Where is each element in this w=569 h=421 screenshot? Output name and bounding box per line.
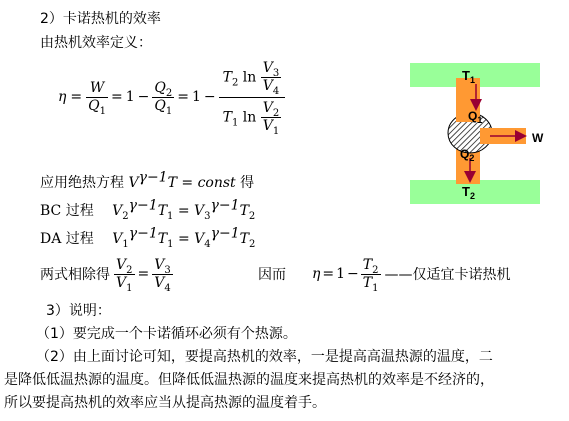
q1-label: $Q_1$ [468,109,483,125]
note-2-line-3: 所以要提高热机的效率应当从提高热源的温度着手。 [4,395,326,411]
t2-label: $T_2$ [462,184,475,201]
carnot-engine-diagram [400,58,565,208]
carnot-efficiency-line: 因而 η = 1 − $\frac{T_2}{T_1}$ ——仅适宜卡诺热机 [258,256,511,294]
eta-symbol: η [58,89,67,105]
division-result-line: 两式相除得 $\frac{V_2}{V_1}$ = $\frac{V_3}{V_4}$ [40,256,171,294]
q2-label: $Q_2$ [460,147,475,163]
da-process-line: DA 过程 $V_1^{\gamma-1}T_1 = V_4^{\gamma-1}T_2$ [40,225,256,250]
temperature-log-fraction: $T_2$ ln $\frac{V_3}{V_4}$ $T_1$ ln $\frac{V_2}{V_1}$ [219,58,286,137]
t1-label: $T_1$ [462,68,475,85]
w-label: W [532,131,544,145]
w-over-q1-fraction: $\frac{W}{Q_1}$ [88,79,106,117]
section-title: 2）卡诺热机的效率 [40,11,161,27]
note-heading: 3）说明： [46,303,111,319]
q2-over-q1-fraction: $\frac{Q_2}{Q_1}$ [154,79,173,117]
efficiency-intro: 由热机效率定义： [40,35,152,51]
note-1: （1）要完成一个卡诺循环必须有个热源。 [36,326,297,342]
note-2-line-1: （2）由上面讨论可知，要提高热机的效率，一是提高高温热源的温度，二 [36,349,493,365]
efficiency-equation: η = $\frac{W}{Q_1}$ = 1 − $\frac{Q_2}{Q_1}$ = 1 − $T_2$ ln $\frac{V_3}{V_4}$ $T_1$ ln $\frac{V_2}{V_1}$ [58,62,285,132]
bc-process-line: BC 过程 $V_2^{\gamma-1}T_1 = V_3^{\gamma-1}T_2$ [40,197,256,222]
note-2-line-2: 是降低低温热源的温度。但降低低温热源的温度来提高热机的效率是不经济的， [4,372,494,388]
adiabatic-line: 应用绝热方程 $V^{\gamma-1}T$ = const 得 [40,169,255,191]
